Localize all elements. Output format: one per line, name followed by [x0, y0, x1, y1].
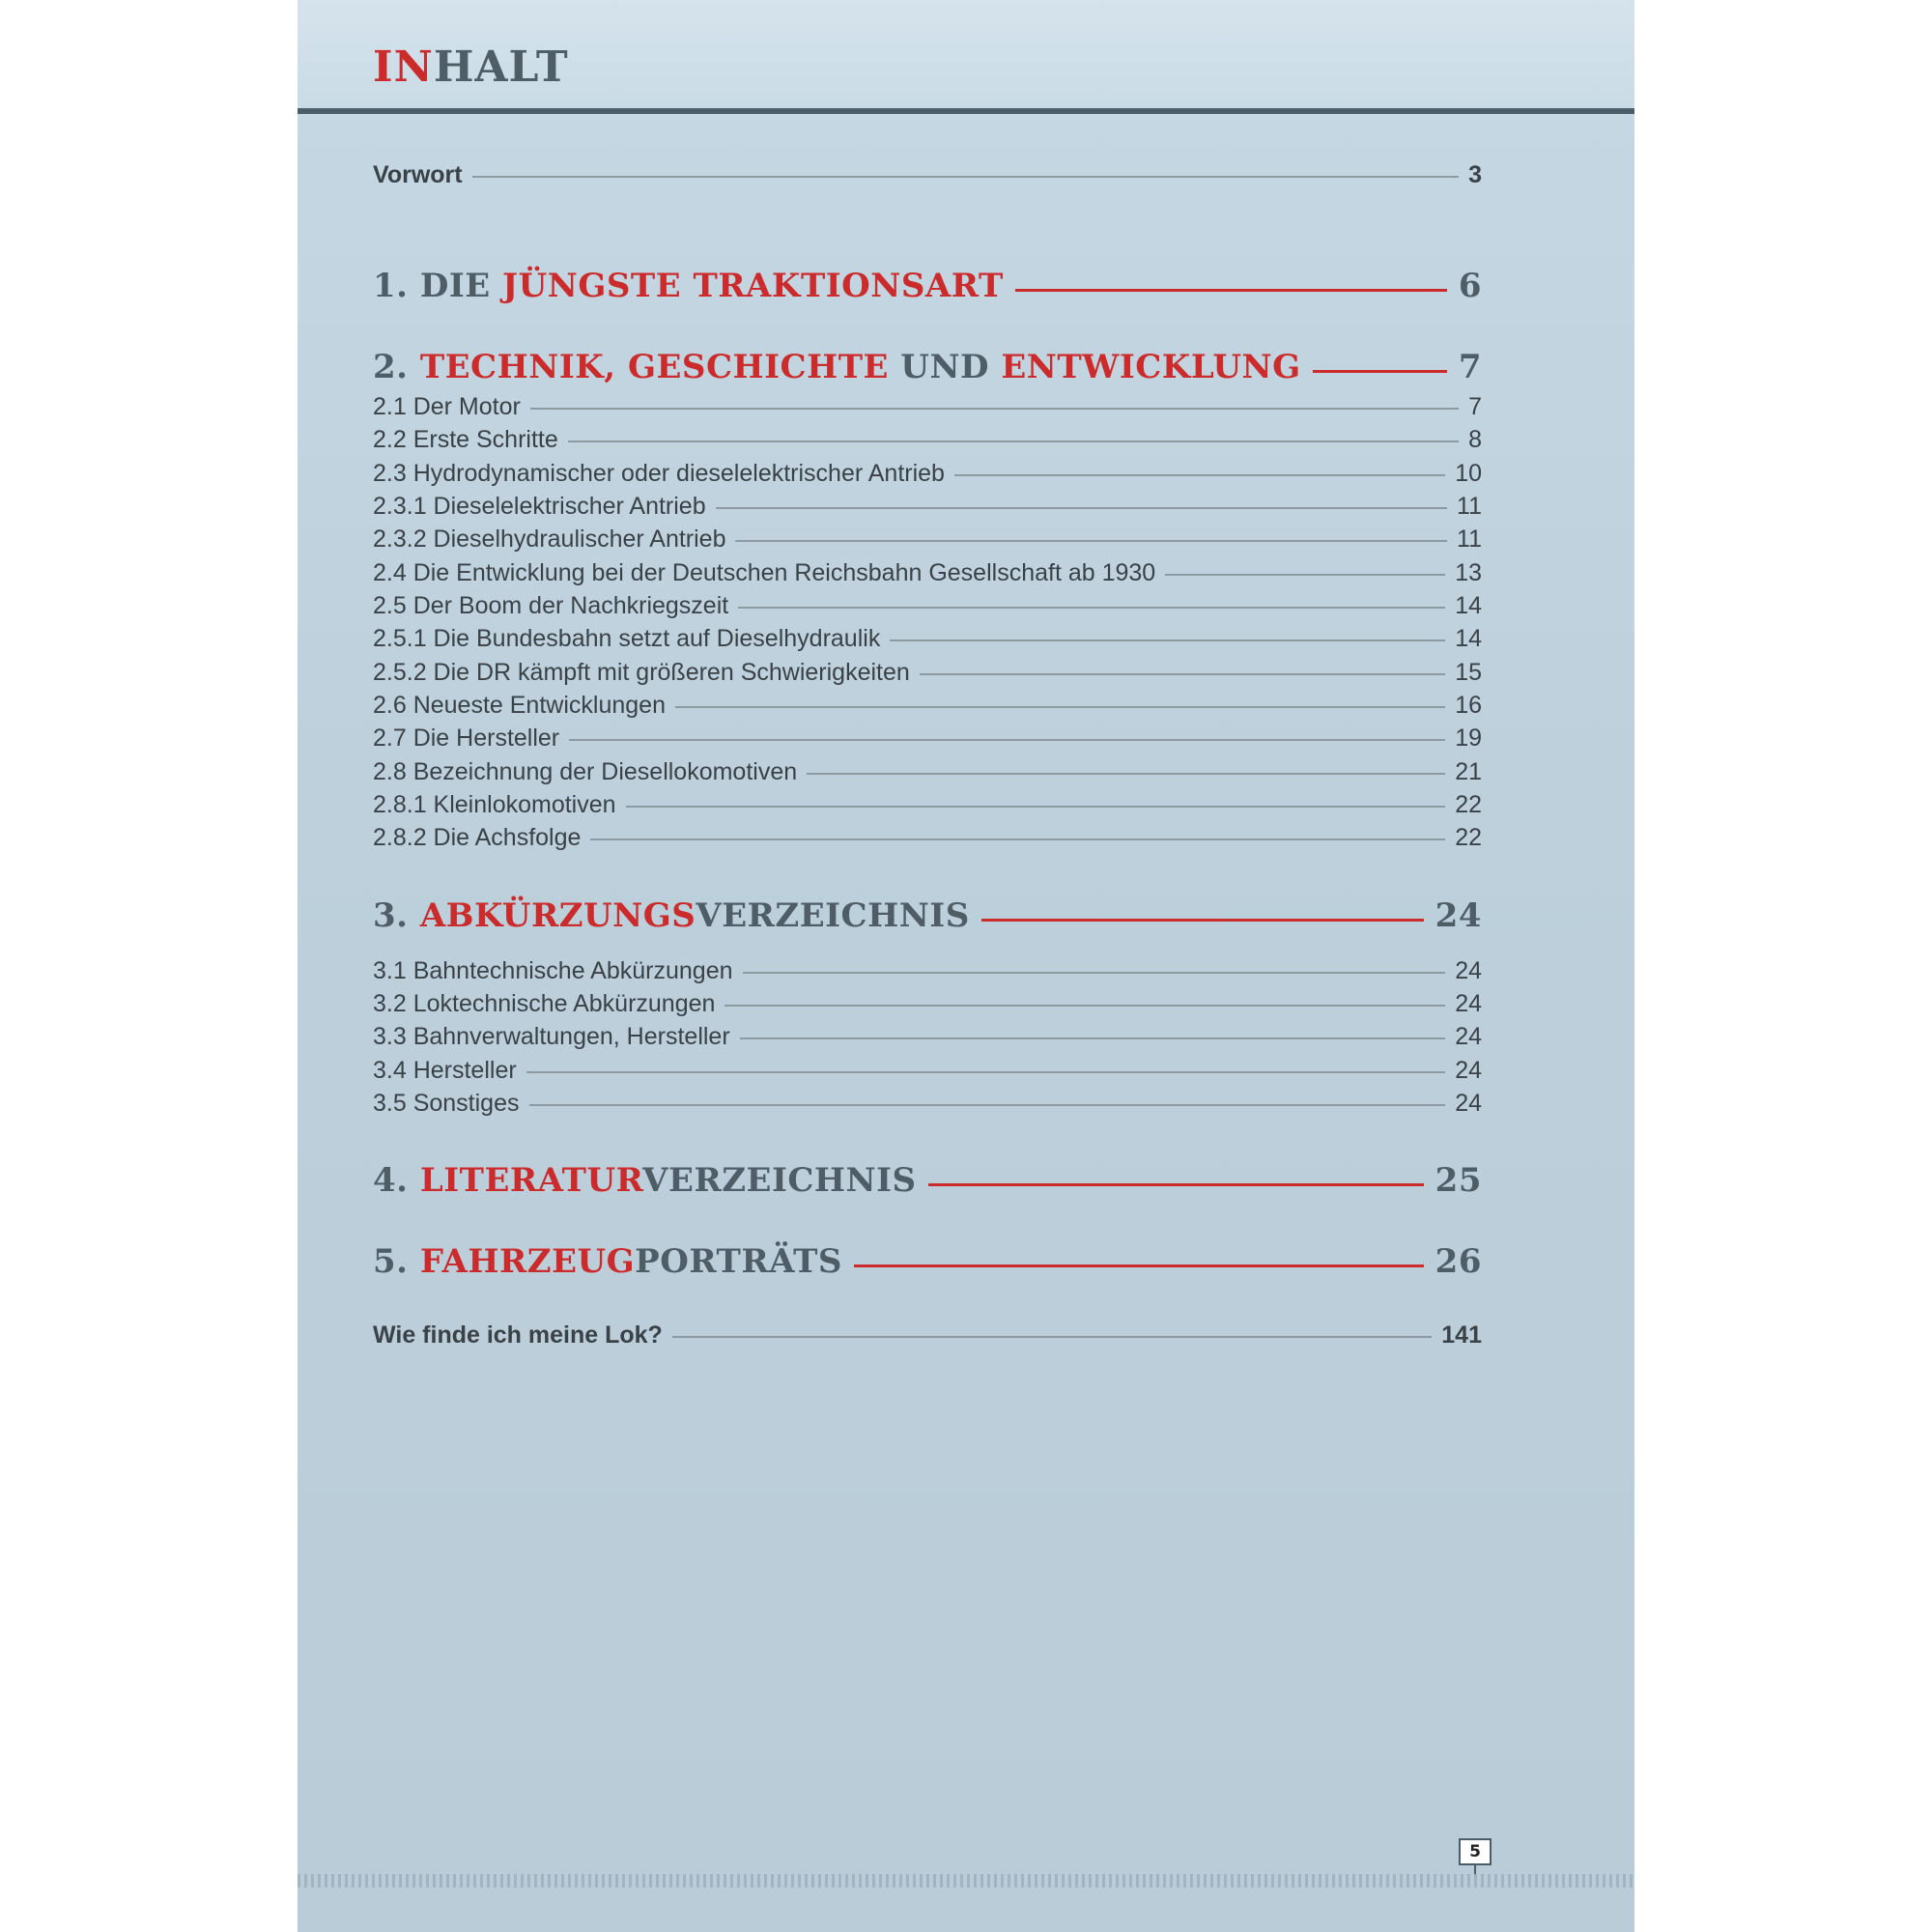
- toc-entry[interactable]: [373, 954, 1482, 987]
- toc-entry-page: 14: [1455, 624, 1482, 652]
- toc-entry-label: 2.6 Neueste Entwicklungen: [373, 691, 666, 719]
- toc-entry[interactable]: [373, 656, 1482, 689]
- toc-entry-label: 2.8.2 Die Achsfolge: [373, 823, 582, 851]
- toc-entry[interactable]: [373, 1087, 1482, 1120]
- toc-entry[interactable]: [373, 457, 1482, 490]
- chapter-heading: [373, 896, 970, 935]
- title-red-part: IN: [373, 43, 434, 92]
- header-rule: [298, 108, 1634, 114]
- chapter-number: 4.: [373, 1161, 409, 1200]
- chapter-heading: [373, 1242, 842, 1281]
- toc-entry-label: 2.5.1 Die Bundesbahn setzt auf Dieselhydraulik: [373, 624, 881, 652]
- dotted-leader: [920, 673, 1445, 675]
- chapter-title-red: ENTWICKLUNG: [1001, 348, 1301, 386]
- toc-entry-page: 11: [1457, 492, 1482, 520]
- chapter-heading: [373, 348, 1301, 386]
- toc-entry-page: 22: [1455, 790, 1482, 818]
- toc-entry-label: 3.3 Bahnverwaltungen, Hersteller: [373, 1022, 730, 1050]
- dotted-leader: [568, 440, 1459, 442]
- toc-chapter-1[interactable]: [373, 264, 1482, 308]
- toc-entry-label: 3.1 Bahntechnische Abkürzungen: [373, 956, 733, 984]
- toc-entry-label: 2.3.1 Dieselelektrischer Antrieb: [373, 492, 706, 520]
- toc-entry-vorwort[interactable]: [373, 157, 1482, 192]
- toc-entry[interactable]: [373, 556, 1482, 589]
- toc-entry[interactable]: [373, 987, 1482, 1020]
- chapter-heading: [373, 1161, 917, 1200]
- toc-entry-page: 15: [1455, 658, 1482, 686]
- toc-chapter-5[interactable]: [373, 1239, 1482, 1284]
- chapter-title-red: FAHRZEUG: [419, 1242, 636, 1281]
- toc-entry-page: 19: [1455, 724, 1482, 752]
- dotted-leader: [716, 507, 1447, 509]
- toc-entry-label: Vorwort: [373, 160, 463, 188]
- toc-entry[interactable]: [373, 523, 1482, 555]
- chapter-title-red: JÜNGSTE TRAKTIONSART: [502, 267, 1004, 305]
- toc-entry-page: 8: [1468, 425, 1482, 453]
- chapter-leader: [1313, 370, 1447, 373]
- toc-entry-label: 3.2 Loktechnische Abkürzungen: [373, 989, 716, 1017]
- toc-entry-page: 3: [1468, 160, 1482, 188]
- toc-entry-page: 13: [1455, 558, 1482, 586]
- toc-entry[interactable]: [373, 722, 1482, 754]
- dotted-leader: [1165, 574, 1445, 576]
- toc-entry-page: 24: [1455, 956, 1482, 984]
- chapter-title-grey: VERZEICHNIS: [696, 896, 970, 935]
- page-title: [373, 43, 569, 92]
- chapter-page: 24: [1435, 896, 1482, 935]
- toc-entry-page: 22: [1455, 823, 1482, 851]
- toc-entry-page: 24: [1455, 1022, 1482, 1050]
- toc-entry-label: 2.7 Die Hersteller: [373, 724, 560, 752]
- footer-track-pattern: [298, 1874, 1634, 1888]
- toc-entry-page: 21: [1455, 757, 1482, 785]
- chapter-leader: [854, 1264, 1424, 1267]
- toc-entry-lok-finder[interactable]: [373, 1318, 1482, 1352]
- toc-entry-label: 2.8 Bezeichnung der Diesellokomotiven: [373, 757, 798, 785]
- chapter-title-grey: VERZEICHNIS: [642, 1161, 917, 1200]
- chapter-number: 3.: [373, 896, 409, 935]
- dotted-leader: [626, 806, 1446, 808]
- toc-entry[interactable]: [373, 423, 1482, 456]
- chapter-title-grey: UND: [900, 348, 990, 386]
- toc-entry-page: 16: [1455, 691, 1482, 719]
- title-grey-part: HALT: [433, 43, 569, 92]
- toc-entry-page: 141: [1441, 1321, 1482, 1349]
- toc-entry[interactable]: [373, 490, 1482, 523]
- dotted-leader: [807, 773, 1445, 775]
- dotted-leader: [529, 1104, 1446, 1106]
- dotted-leader: [740, 1037, 1446, 1039]
- toc-entry-label: Wie finde ich meine Lok?: [373, 1321, 663, 1349]
- dotted-leader: [672, 1336, 1432, 1338]
- chapter-heading: [373, 267, 1004, 305]
- dotted-leader: [526, 1071, 1446, 1073]
- chapter-page: 26: [1435, 1242, 1482, 1281]
- book-page: [298, 0, 1634, 1932]
- toc-entry-label: 3.5 Sonstiges: [373, 1089, 520, 1117]
- chapter-title-grey: PORTRÄTS: [635, 1242, 842, 1281]
- toc-entry-label: 2.4 Die Entwicklung bei der Deutschen Reichsbahn Gesellschaft ab 1930: [373, 558, 1156, 586]
- dotted-leader: [590, 838, 1445, 840]
- toc-entry[interactable]: [373, 689, 1482, 722]
- toc-entry-page: 24: [1455, 1089, 1482, 1117]
- toc-entry[interactable]: [373, 1054, 1482, 1087]
- toc-entry-page: 24: [1455, 1056, 1482, 1084]
- toc-entry[interactable]: [373, 821, 1482, 854]
- chapter-title-red: TECHNIK, GESCHICHTE: [419, 348, 889, 386]
- toc-entry-page: 11: [1457, 525, 1482, 553]
- toc-chapter-4[interactable]: [373, 1158, 1482, 1203]
- dotted-leader: [569, 739, 1445, 741]
- toc-entry[interactable]: [373, 1020, 1482, 1053]
- chapter-leader: [1015, 289, 1447, 292]
- dotted-leader: [735, 540, 1447, 542]
- chapter-leader: [928, 1183, 1424, 1186]
- dotted-leader: [738, 607, 1445, 609]
- dotted-leader: [675, 706, 1445, 708]
- toc-entry-label: 2.3 Hydrodynamischer oder dieselelektrischer Antrieb: [373, 459, 945, 487]
- toc-entry[interactable]: [373, 589, 1482, 622]
- toc-chapter-2[interactable]: [373, 345, 1482, 389]
- toc-entry-label: 2.8.1 Kleinlokomotiven: [373, 790, 616, 818]
- toc-chapter-3[interactable]: [373, 894, 1482, 938]
- dotted-leader: [472, 176, 1460, 178]
- toc-entry-label: 2.2 Erste Schritte: [373, 425, 558, 453]
- chapter-page: 7: [1458, 348, 1482, 386]
- chapter-number: 1.: [373, 267, 409, 305]
- chapter-number: 2.: [373, 348, 409, 386]
- toc-entry-label: 2.5 Der Boom der Nachkriegszeit: [373, 591, 729, 619]
- chapter-page: 25: [1435, 1161, 1482, 1200]
- toc-entry-label: 3.4 Hersteller: [373, 1056, 517, 1084]
- toc-entry-label: 2.3.2 Dieselhydraulischer Antrieb: [373, 525, 726, 553]
- chapter-title-red: ABKÜRZUNGS: [419, 896, 696, 935]
- toc-entry[interactable]: [373, 788, 1482, 821]
- toc-entry-page: 14: [1455, 591, 1482, 619]
- toc-entry[interactable]: [373, 622, 1482, 655]
- chapter-title-red: LITERATUR: [419, 1161, 643, 1200]
- chapter-title-grey: DIE: [419, 267, 491, 305]
- chapter-page: 6: [1458, 267, 1482, 305]
- page-number-box: 5: [1459, 1838, 1492, 1865]
- chapter-leader: [981, 919, 1424, 922]
- toc-entry-label: 2.5.2 Die DR kämpft mit größeren Schwierigkeiten: [373, 658, 910, 686]
- dotted-leader: [890, 639, 1445, 641]
- dotted-leader: [530, 408, 1459, 410]
- toc-entry-page: 24: [1455, 989, 1482, 1017]
- toc-entry-label: 2.1 Der Motor: [373, 392, 521, 420]
- dotted-leader: [954, 474, 1445, 476]
- dotted-leader: [743, 972, 1446, 974]
- toc-entry[interactable]: [373, 390, 1482, 423]
- chapter-number: 5.: [373, 1242, 409, 1281]
- dotted-leader: [724, 1005, 1445, 1007]
- toc-entry-page: 7: [1468, 392, 1482, 420]
- toc-entry[interactable]: [373, 755, 1482, 788]
- toc-entry-page: 10: [1455, 459, 1482, 487]
